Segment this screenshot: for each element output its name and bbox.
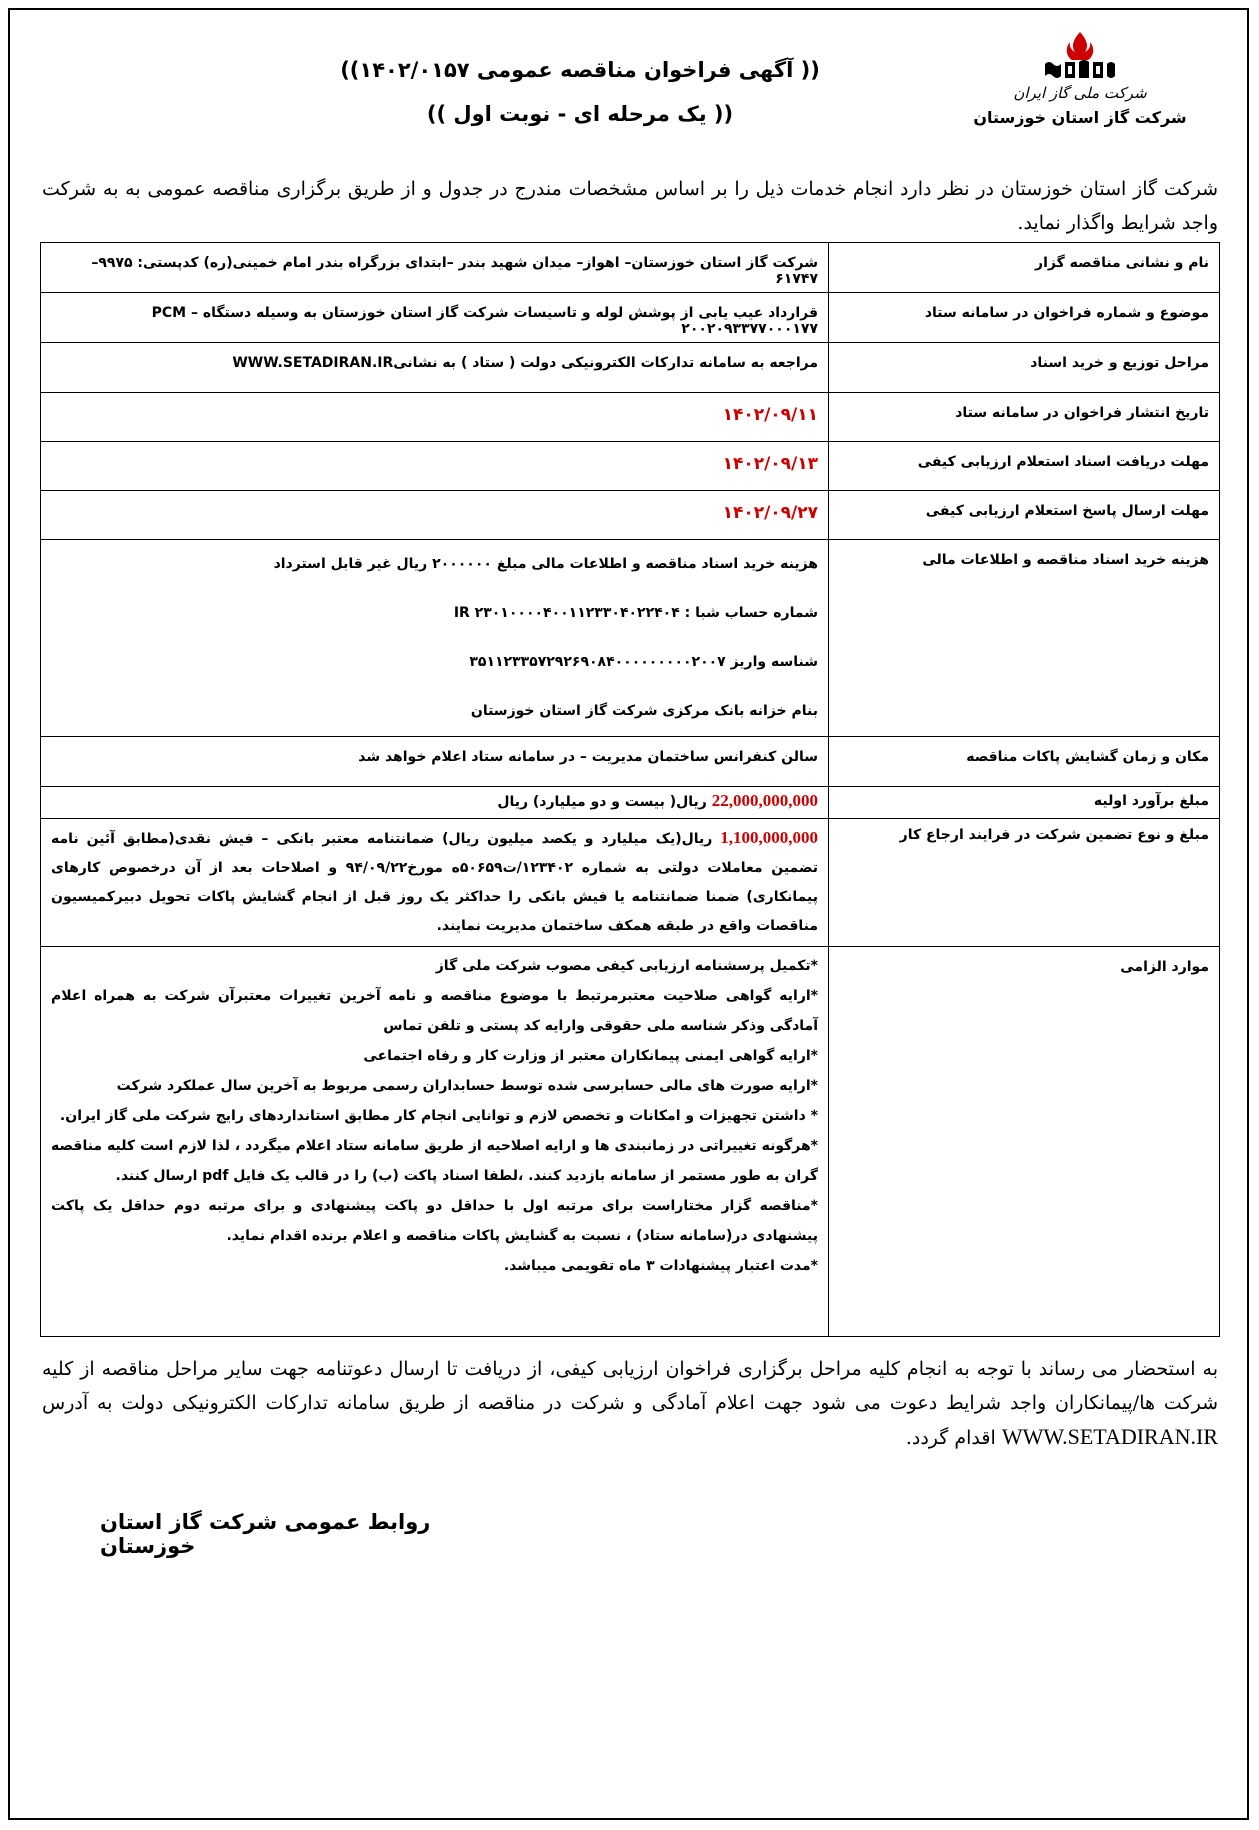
payment-id-line: شناسه واریز ۳۵۱۱۲۳۳۵۷۲۹۲۶۹۰۸۴۰۰۰۰۰۰۰۰۰۲۰۰۷ [469, 654, 818, 670]
row-value [41, 540, 829, 737]
requirement-item: *ارایه گواهی صلاحیت معتبرمرتبط با موضوع مناقصه و نامه آخرین تغییرات معتبرآن شرکت به همراه اعلام آمادگی وذکر شناسه ملی حقوقی وارایه کد پستی و تلفن تماس [51, 988, 818, 1034]
table-row [41, 947, 1220, 1337]
table-row [41, 293, 1220, 343]
row-label: موارد الزامی [829, 947, 1220, 1337]
row-label: مهلت ارسال پاسخ استعلام ارزیابی کیفی [829, 491, 1220, 540]
row-value: مراجعه به سامانه تدارکات الکترونیکی دولت ( ستاد ) به نشانیWWW.SETADIRAN.IR [41, 343, 829, 393]
receive-deadline: ۱۴۰۲/۰۹/۱۳ [722, 454, 818, 474]
requirement-item: *ارایه گواهی ایمنی پیمانکاران معتبر از وزارت کار و رفاه اجتماعی [363, 1048, 818, 1064]
row-label: موضوع و شماره فراخوان در سامانه ستاد [829, 293, 1220, 343]
signature-footer [100, 1510, 500, 1558]
submit-deadline: ۱۴۰۲/۰۹/۲۷ [722, 503, 818, 523]
row-value: قرارداد عیب یابی از پوشش لوله و تاسیسات شرکت گاز استان خوزستان به وسیله دستگاه PCM – ۲۰۰۲۰۹۳۳۷۷۰۰۰۱۷۷ [41, 293, 829, 343]
row-value [41, 947, 829, 1337]
closing-tail: اقدام گردد. [905, 1427, 996, 1449]
publish-date: ۱۴۰۲/۰۹/۱۱ [722, 405, 818, 425]
row-value: 22,000,000,000 ریال( بیست و دو میلیارد) ریال [41, 787, 829, 819]
treasury-line: بنام خزانه بانک مرکزی شرکت گاز استان خوزستان [470, 703, 818, 719]
flame-logo-icon [1035, 30, 1125, 86]
row-label: نام و نشانی مناقصه گزار [829, 243, 1220, 293]
table-row [41, 343, 1220, 393]
notice-title [300, 48, 860, 136]
row-label: هزینه خرید اسناد مناقصه و اطلاعات مالی [829, 540, 1220, 737]
row-value: 1,100,000,000 ریال(یک میلیارد و یکصد میلیون ریال) ضمانتنامه معتبر بانکی – فیش نقدی(مطابق آئین نامه تضمین معاملات دولتی به شماره ۱۲۳۴۰۲/ت۵۰۶۵۹ه مورخ۹۴/۰۹/۲۲ و اصلاحات بعد از آن درخصوص کارهای پیمانکاری) ضمنا ضمانتنامه یا فیش بانکی را حداکثر یک روز قبل از انجام گشایش پاکات تحویل دبیرکمیسیون مناقصات واقع در طبقه همکف ساختمان مدیریت نمایند. [41, 819, 829, 947]
row-value [41, 442, 829, 491]
requirement-item: *تکمیل پرسشنامه ارزیابی کیفی مصوب شرکت ملی گاز [435, 958, 818, 974]
table-row [41, 540, 1220, 737]
table-row [41, 243, 1220, 293]
row-value: سالن کنفرانس ساختمان مدیریت – در سامانه ستاد اعلام خواهد شد [41, 737, 829, 787]
row-value [41, 491, 829, 540]
estimate-amount: 22,000,000,000 [711, 791, 818, 810]
row-label: تاریخ انتشار فراخوان در سامانه ستاد [829, 393, 1220, 442]
requirement-item: *هرگونه تغییراتی در زمانبندی ها و ارایه اصلاحیه از طریق سامانه ستاد اعلام میگردد ، لذا لازم است کلیه مناقصه گران به طور مستمر از سامانه بازدید کنند. ،لطفا اسناد پاکت (ب) را در قالب یک فایل pdf ارسال کنند. [51, 1138, 818, 1184]
row-label: مکان و زمان گشایش پاکات مناقصه [829, 737, 1220, 787]
table-row [41, 442, 1220, 491]
title-line-2: (( یک مرحله ای - نوبت اول )) [426, 102, 734, 126]
company-name: شرکت گاز استان خوزستان [973, 108, 1187, 127]
intro-paragraph: شرکت گاز استان خوزستان در نظر دارد انجام خدمات ذیل را بر اساس مشخصات مندرج در جدول و از طریق برگزاری مناقصه عمومی به به شرکت واجد شرایط واگذار نماید. [42, 178, 1218, 234]
requirement-item: * داشتن تجهیزات و امکانات و تخصص لازم و توانایی انجام کار مطابق استانداردهای رایج شرکت ملی گاز ایران. [59, 1108, 818, 1124]
table-row [41, 787, 1220, 819]
logo-script-text: شرکت ملی گاز ایران [1013, 84, 1147, 102]
row-label: مبلغ و نوع تضمین شرکت در فرایند ارجاع کار [829, 819, 1220, 947]
requirement-item: *مناقصه گزار مختاراست برای مرتبه اول با حداقل دو پاکت پیشنهادی و برای مرتبه دوم حداقل یک پاکت پیشنهادی در(سامانه ستاد) ، نسبت به گشایش پاکات مناقصه و اعلام برنده اقدام نماید. [51, 1198, 818, 1244]
row-label: مهلت دریافت اسناد استعلام ارزیابی کیفی [829, 442, 1220, 491]
row-value: شرکت گاز استان خوزستان– اهواز– میدان شهید بندر –ابتدای بزرگراه بندر امام خمینی(ره) کدپستی: ۹۹۷۵– ۶۱۷۴۷ [41, 243, 829, 293]
company-logo [960, 30, 1200, 140]
setad-url-link[interactable]: WWW.SETADIRAN.IR [1001, 1424, 1218, 1449]
closing-text: به استحضار می رساند با توجه به انجام کلیه مراحل برگزاری فراخوان ارزیابی کیفی، از دریافت تا ارسال دعوتنامه جهت سایر مراحل مناقصه از کلیه شرکت ها/پیمانکاران واجد شرایط دعوت می شود جهت اعلام آمادگی و شرکت در مناقصه از طریق سامانه تدارکات الکترونیکی دولت به آدرس [42, 1358, 1218, 1414]
table-row [41, 819, 1220, 947]
requirement-item: *ارایه صورت های مالی حسابرسی شده توسط حسابداران رسمی مربوط به آخرین سال عملکرد شرکت [116, 1078, 818, 1094]
fee-line: هزینه خرید اسناد مناقصه و اطلاعات مالی مبلغ ۲۰۰۰۰۰۰ ریال غیر قابل استرداد [273, 556, 818, 572]
table-row [41, 737, 1220, 787]
public-relations-signature: روابط عمومی شرکت گاز استان خوزستان [100, 1510, 431, 1558]
table-row [41, 393, 1220, 442]
table-row [41, 491, 1220, 540]
row-value [41, 393, 829, 442]
row-label: مراحل توزیع و خرید اسناد [829, 343, 1220, 393]
closing-paragraph [42, 1352, 1218, 1455]
header [0, 0, 1259, 150]
guarantee-amount: 1,100,000,000 [720, 828, 819, 847]
sheba-line: شماره حساب شبا : IR ۲۳۰۱۰۰۰۰۴۰۰۱۱۲۳۳۰۴۰۲۲۴۰۴ [453, 605, 818, 621]
tender-details-table [40, 242, 1220, 1337]
title-line-1: (( آگهی فراخوان مناقصه عمومی ۱۴۰۲/۰۱۵۷)) [340, 58, 820, 82]
requirement-item: *مدت اعتبار پیشنهادات ۳ ماه تقویمی میباشد. [503, 1258, 818, 1274]
row-label: مبلغ برآورد اولیه [829, 787, 1220, 819]
